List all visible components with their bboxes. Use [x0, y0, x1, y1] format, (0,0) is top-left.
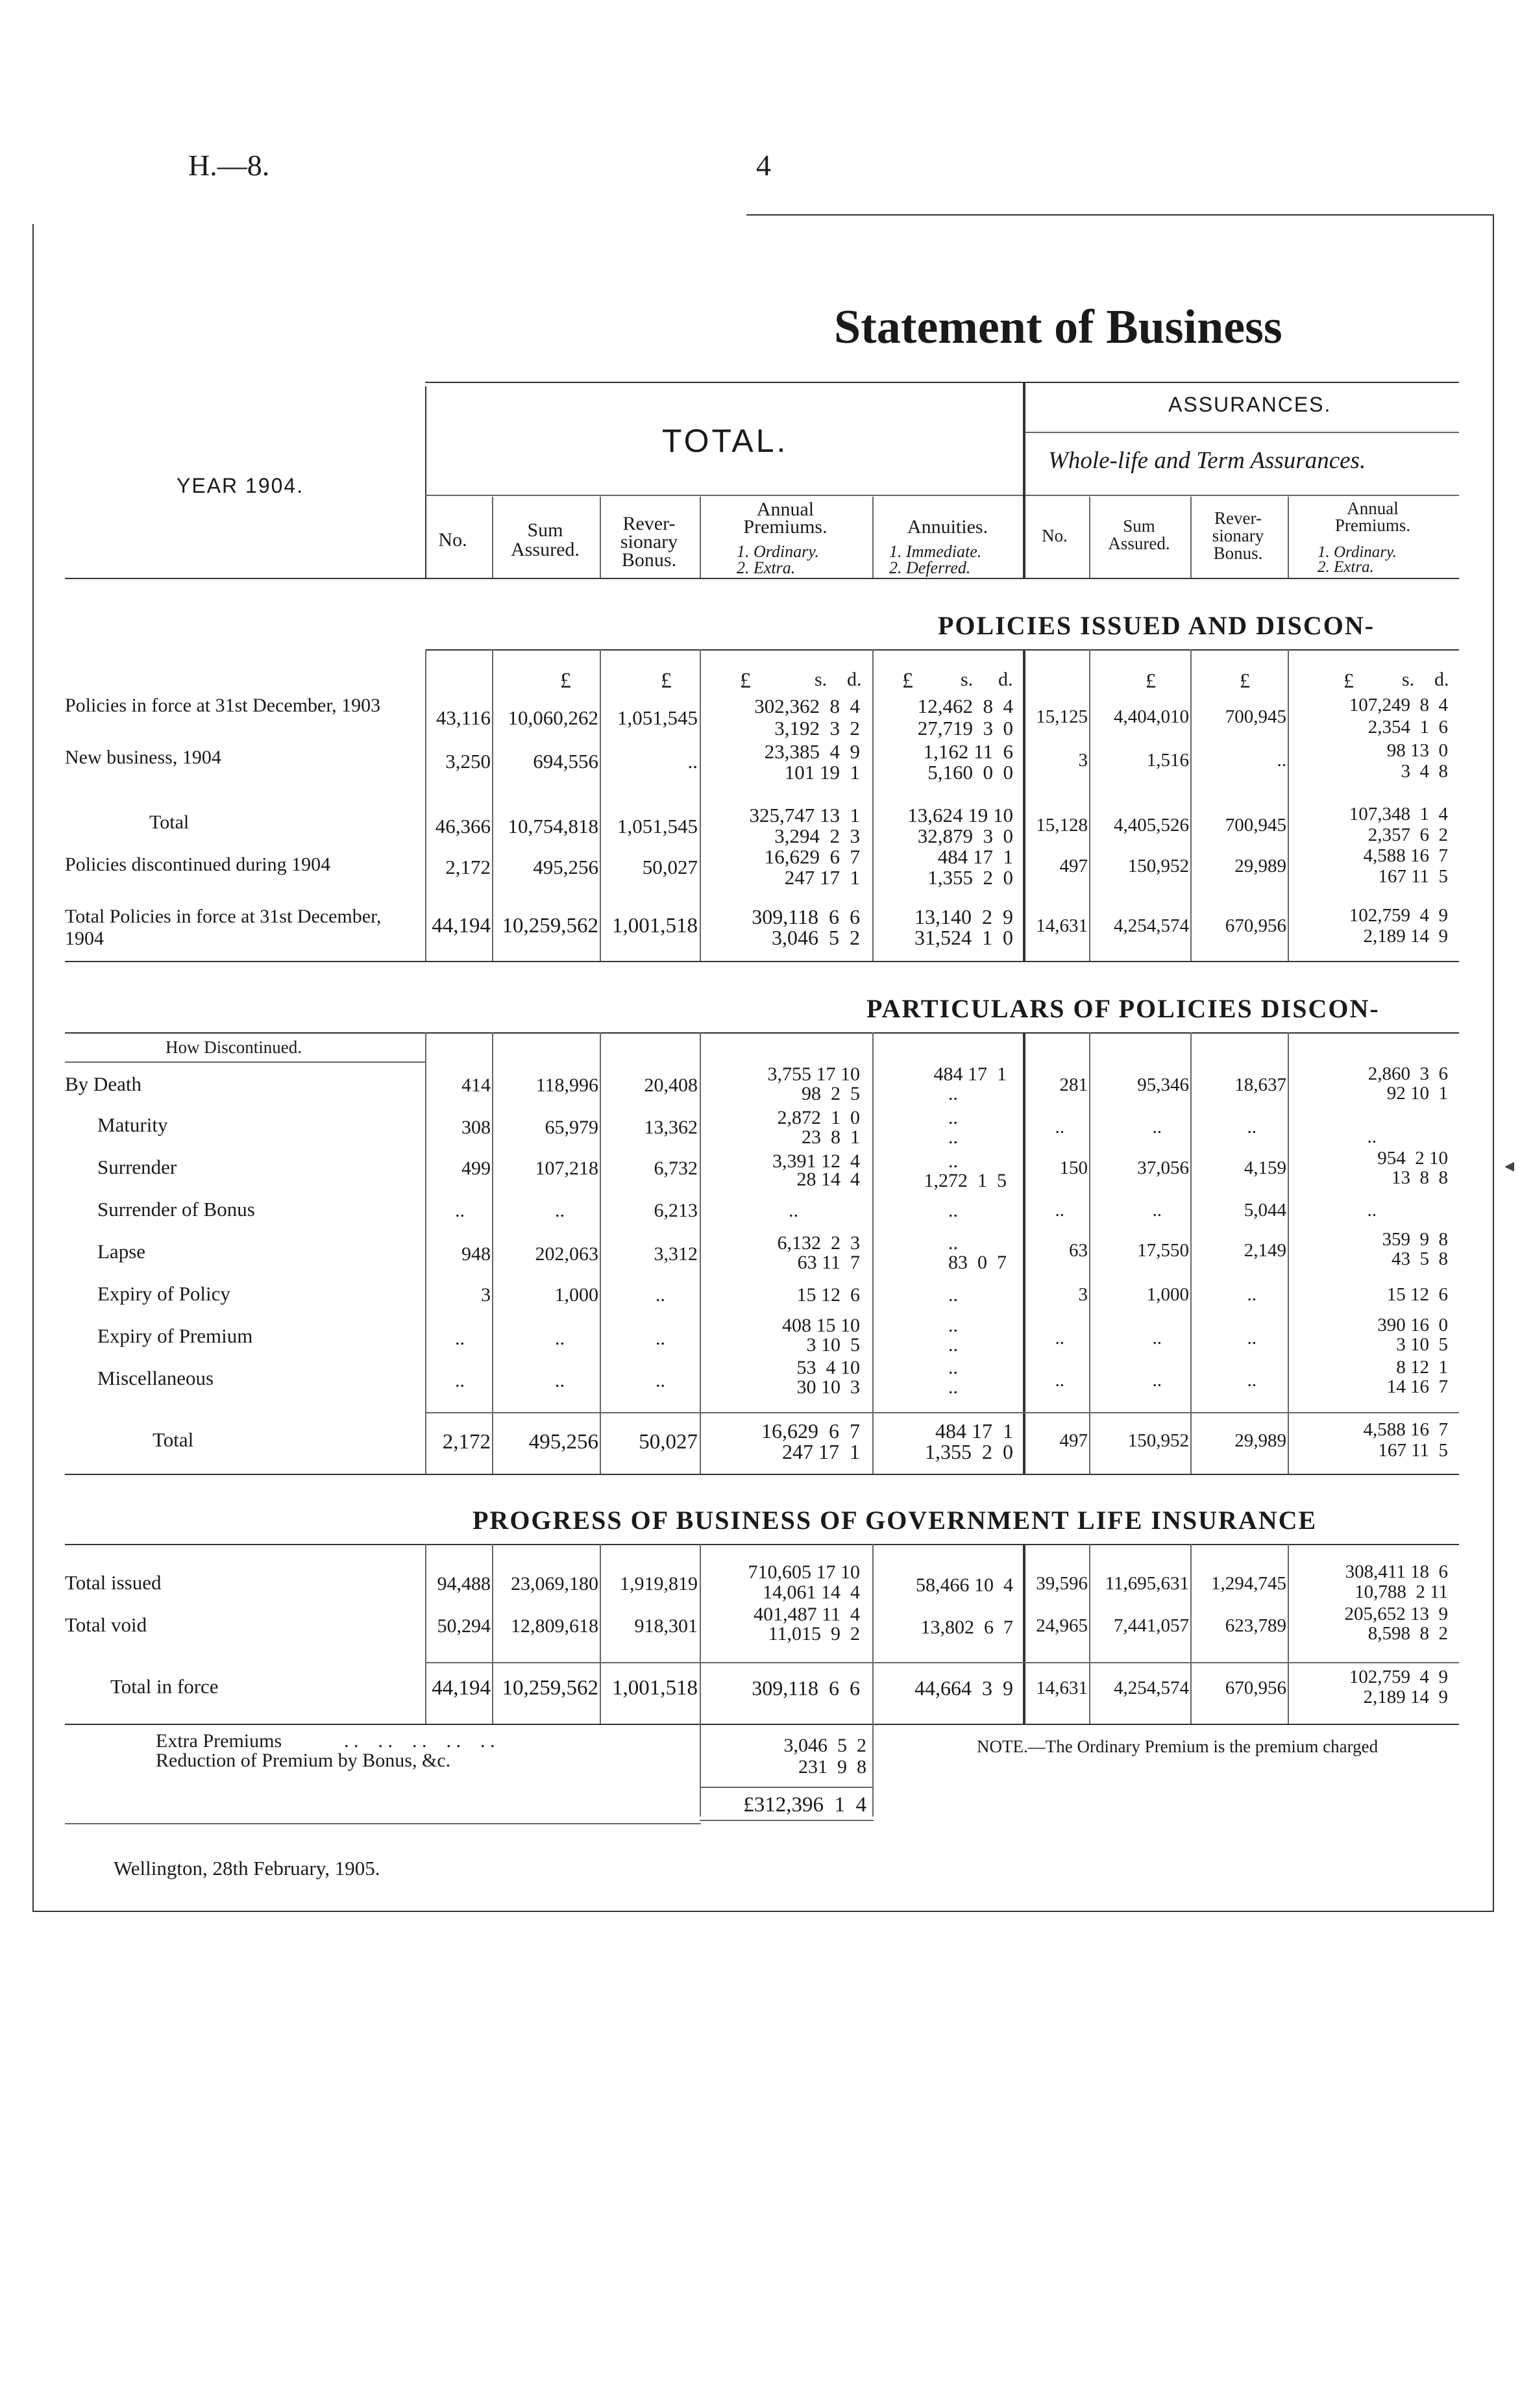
s3-row0-a-sum: 11,695,631: [1105, 1573, 1189, 1594]
unit-ap-pound: £: [740, 669, 751, 693]
s3-row1-a-ap1: 205,652 13 9: [1344, 1604, 1448, 1624]
header-total: TOTAL.: [662, 423, 789, 459]
s2-row0-a-ap1: 2,860 3 6: [1367, 1063, 1448, 1084]
s3-row1-no: 50,294: [437, 1615, 491, 1637]
s2-row2-ap1: 3,391 12 4: [772, 1150, 860, 1172]
s2-row1-a-no: ..: [1055, 1117, 1064, 1137]
s1-row2-rev: 1,051,545: [617, 815, 698, 838]
s2-row4-a-no: 63: [1069, 1240, 1088, 1261]
s2-row5-a-ap1: 15 12 6: [1386, 1284, 1448, 1305]
frame-right: [1493, 214, 1494, 1912]
col-an-3: 2. Deferred.: [889, 558, 971, 577]
s3-row2-a-ap2: 2,189 14 9: [1363, 1687, 1448, 1707]
s2-row4-an1: ..: [948, 1232, 958, 1254]
s2-row1-ap1: 2,872 1 0: [777, 1107, 860, 1128]
s1-vl-8: [1190, 649, 1192, 961]
s3-row2-an1: 44,664 3 9: [914, 1676, 1013, 1700]
s2-row6-a-ap2: 3 10 5: [1396, 1334, 1448, 1355]
s2-row0-a-sum: 95,346: [1137, 1074, 1189, 1095]
a-col-ap-1: Annual: [1347, 499, 1399, 518]
unit-sum: £: [560, 669, 571, 693]
s3-row1-a-no: 24,965: [1036, 1615, 1088, 1636]
s2-row6-label: Expiry of Premium: [97, 1324, 253, 1347]
header-assurances: ASSURANCES.: [1168, 393, 1332, 416]
s1-row3-sum: 495,256: [533, 856, 598, 878]
s3-row0-rev: 1,919,819: [620, 1573, 698, 1595]
section3-top-rule: [65, 1544, 1459, 1545]
s2-row0-a-no: 281: [1059, 1074, 1088, 1095]
s1-row4-ap1: 309,118 6 6: [752, 905, 860, 928]
s2-row6-rev: ..: [656, 1328, 665, 1349]
s3-row1-a-sum: 7,441,057: [1114, 1615, 1189, 1636]
s2-row5-a-rev: ..: [1247, 1284, 1257, 1305]
s2-row2-label: Surrender: [97, 1156, 177, 1178]
s2-row7-ap2: 30 10 3: [796, 1376, 860, 1398]
section1-title: POLICIES ISSUED AND DISCON-: [938, 611, 1375, 640]
s2-row0-sum: 118,996: [535, 1074, 598, 1096]
col-rev-1: Rever-: [622, 513, 676, 534]
s2-row7-a-rev: ..: [1247, 1370, 1257, 1391]
s3-row2-sum: 10,259,562: [502, 1676, 598, 1700]
s1-row0-an2: 27,719 3 0: [917, 717, 1013, 739]
section2-subhead-rule: [65, 1061, 425, 1063]
section2-top-rule: [65, 1032, 1459, 1034]
s2-row4-no: 948: [461, 1243, 491, 1265]
a-col-ap-4: 2. Extra.: [1318, 558, 1374, 576]
a-col-sum-2: Assured.: [1108, 534, 1170, 553]
page-title: Statement of Business: [834, 301, 1282, 354]
s1-row4-label: Total Policies in force at 31st December, 1904: [65, 906, 382, 949]
extra-premiums-value: 3,046 5 2: [783, 1735, 866, 1756]
s1-row0-ap1: 302,362 8 4: [754, 695, 860, 717]
s2-row3-ap1: ..: [789, 1200, 798, 1221]
s2-row3-label: Surrender of Bonus: [97, 1198, 255, 1221]
s3-row1-label: Total void: [65, 1613, 147, 1636]
s2-row8-ap1: 16,629 6 7: [761, 1419, 860, 1443]
s2-row6-an2: ..: [948, 1334, 958, 1356]
s1-row4-an2: 31,524 1 0: [914, 926, 1013, 949]
s3-row0-ap2: 14,061 14 4: [763, 1582, 860, 1603]
s2-row3-a-sum: ..: [1152, 1200, 1162, 1221]
s2-row0-ap2: 98 2 5: [802, 1083, 860, 1104]
s2-row7-sum: ..: [555, 1370, 565, 1391]
s1-row1-a-sum: 1,516: [1146, 750, 1189, 771]
s1-row3-a-ap1: 4,588 16 7: [1363, 845, 1448, 866]
s3-row0-label: Total issued: [65, 1571, 162, 1594]
s2-row2-sum: 107,218: [535, 1158, 598, 1179]
reduction-label: Reduction of Premium by Bonus, &c.: [156, 1750, 451, 1771]
s3-row2-label: Total in force: [110, 1675, 219, 1698]
s1-row2-a-rev: 700,945: [1225, 815, 1286, 836]
s2-row4-ap1: 6,132 2 3: [777, 1232, 860, 1254]
a-col-rev-3: Bonus.: [1213, 543, 1263, 563]
s2-row5-a-no: 3: [1078, 1284, 1088, 1305]
header-div-year: [425, 386, 426, 578]
s2-row4-rev: 3,312: [654, 1243, 698, 1265]
s1-row4-no: 44,194: [432, 914, 491, 937]
s2-row2-ap2: 28 14 4: [796, 1169, 860, 1190]
s2-row7-a-sum: ..: [1152, 1370, 1162, 1391]
s1-row3-a-rev: 29,989: [1234, 856, 1286, 876]
s3-row0-no: 94,488: [437, 1573, 491, 1595]
s2-row0-a-rev: 18,637: [1234, 1074, 1286, 1095]
col-an-1: Annuities.: [907, 516, 988, 538]
hdr-div-2: [600, 497, 601, 578]
s1-row2-ap1: 325,747 13 1: [749, 804, 860, 826]
s2-row8-a-sum: 150,952: [1127, 1430, 1189, 1451]
s2-row8-no: 2,172: [442, 1430, 491, 1454]
s2-row0-rev: 20,408: [644, 1074, 698, 1096]
s2-row6-a-sum: ..: [1152, 1328, 1162, 1348]
s2-row5-rev: ..: [656, 1284, 665, 1306]
a-col-no: No.: [1042, 526, 1068, 545]
page-number: 4: [756, 149, 771, 182]
s2-row3-sum: ..: [555, 1200, 565, 1221]
s2-row1-rev: 13,362: [644, 1117, 698, 1138]
s1-row0-no: 43,116: [435, 706, 491, 729]
unit-ap-d: d.: [847, 669, 862, 690]
s2-row5-ap1: 15 12 6: [796, 1284, 860, 1306]
unit-an-s: s.: [961, 669, 974, 690]
unit-rev: £: [661, 669, 672, 693]
s2-row4-a-sum: 17,550: [1137, 1240, 1189, 1261]
s1-row0-sum: 10,060,262: [508, 706, 598, 729]
s2-row3-a-no: ..: [1055, 1200, 1064, 1221]
s1-row2-a-ap1: 107,348 1 4: [1349, 804, 1448, 825]
s2-row3-rev: 6,213: [654, 1200, 698, 1221]
s1-row1-sum: 694,556: [533, 750, 598, 773]
s2-row1-label: Maturity: [97, 1113, 168, 1136]
section1-bottom-rule: [65, 961, 1459, 962]
s2-row2-a-ap1: 954 2 10: [1377, 1148, 1448, 1169]
s2-row5-a-sum: 1,000: [1146, 1284, 1189, 1305]
s2-row6-a-rev: ..: [1247, 1328, 1257, 1348]
s1-row2-a-ap2: 2,357 6 2: [1367, 825, 1448, 845]
s3-row2-a-ap1: 102,759 4 9: [1349, 1667, 1448, 1687]
a-col-sum-1: Sum: [1123, 516, 1155, 536]
header-bottom-rule: [65, 578, 1459, 579]
s2-row4-ap2: 63 11 7: [797, 1252, 860, 1273]
s3-row1-a-ap2: 8,598 8 2: [1367, 1623, 1448, 1644]
s2-row2-rev: 6,732: [654, 1158, 698, 1179]
s2-row1-an1: ..: [948, 1107, 958, 1128]
s2-row1-sum: 65,979: [545, 1117, 598, 1138]
section3-title: PROGRESS OF BUSINESS OF GOVERNMENT LIFE INSURANCE: [472, 1506, 1318, 1535]
section1-top-rule: [425, 649, 1459, 651]
grand-total-rule-top: [700, 1787, 874, 1788]
s1-row4-a-sum: 4,254,574: [1114, 915, 1189, 936]
section2-bottom-rule: [65, 1474, 1459, 1475]
s2-row2-a-ap2: 13 8 8: [1392, 1167, 1448, 1188]
col-sum-2: Assured.: [511, 539, 580, 560]
s2-row8-ap2: 247 17 1: [782, 1440, 860, 1463]
s1-vl-6: [1023, 649, 1025, 961]
s3-row2-ap1: 309,118 6 6: [752, 1676, 860, 1700]
col-sum-1: Sum: [527, 519, 563, 541]
hdr-div-7: [1288, 497, 1289, 578]
s1-row2-sum: 10,754,818: [508, 815, 598, 838]
s1-row1-ap2: 101 19 1: [784, 761, 860, 784]
s1-row2-an1: 13,624 19 10: [907, 804, 1013, 826]
s1-row4-a-ap1: 102,759 4 9: [1349, 905, 1448, 926]
header-div-total: [1023, 383, 1025, 578]
s2-row6-a-no: ..: [1055, 1328, 1064, 1348]
header-assur-subrule: [1025, 432, 1459, 433]
s3-row1-rev: 918,301: [634, 1615, 698, 1637]
s2-row1-no: 308: [461, 1117, 491, 1138]
s2-row7-rev: ..: [656, 1370, 665, 1391]
s2-row4-a-ap1: 359 9 8: [1382, 1229, 1448, 1250]
unit-a-sum: £: [1146, 669, 1156, 692]
s1-row1-no: 3,250: [445, 750, 491, 773]
reduction-value: 231 9 8: [798, 1756, 866, 1778]
s3-row2-no: 44,194: [432, 1676, 491, 1700]
s2-row4-an2: 83 0 7: [948, 1252, 1007, 1273]
s2-row8-a-ap1: 4,588 16 7: [1363, 1419, 1448, 1440]
s1-row3-ap2: 247 17 1: [784, 866, 860, 889]
s3-row0-ap1: 710,605 17 10: [748, 1561, 860, 1583]
s1-row4-a-rev: 670,956: [1225, 915, 1286, 936]
s2-row4-a-rev: 2,149: [1244, 1240, 1286, 1261]
s3-row0-a-no: 39,596: [1036, 1573, 1088, 1594]
s2-row0-a-ap2: 92 10 1: [1386, 1083, 1448, 1104]
extra-premiums-label: Extra Premiums: [156, 1730, 282, 1752]
s1-row1-an2: 5,160 0 0: [927, 761, 1013, 784]
grand-total-rule-bottom: [700, 1820, 874, 1821]
s1-row3-rev: 50,027: [642, 856, 698, 878]
s2-row3-a-ap1: ..: [1367, 1200, 1377, 1221]
s2-row3-a-rev: 5,044: [1244, 1200, 1286, 1221]
s2-row7-label: Miscellaneous: [97, 1367, 214, 1389]
ordinary-premium-note: NOTE.—The Ordinary Premium is the premium charged: [977, 1737, 1379, 1756]
s2-row2-no: 499: [461, 1158, 491, 1179]
a-col-rev-2: sionary: [1212, 526, 1264, 545]
col-rev-3: Bonus.: [621, 549, 677, 571]
s1-row4-sum: 10,259,562: [502, 914, 598, 937]
hdr-div-3: [700, 497, 701, 578]
s3-row0-a-rev: 1,294,745: [1211, 1573, 1286, 1594]
s1-row4-an1: 13,140 2 9: [914, 905, 1013, 928]
s2-row6-a-ap1: 390 16 0: [1377, 1315, 1448, 1335]
s1-row2-a-no: 15,128: [1036, 815, 1088, 836]
col-an-2: 1. Immediate.: [889, 542, 982, 561]
col-ap-4: 2. Extra.: [737, 558, 796, 577]
hdr-div-5: [1089, 497, 1090, 578]
s1-row2-label: Total: [149, 812, 190, 833]
s2-row0-label: By Death: [65, 1073, 141, 1095]
s3-row2-a-rev: 670,956: [1225, 1678, 1286, 1698]
s1-row3-no: 2,172: [445, 856, 491, 878]
s2-row8-an2: 1,355 2 0: [925, 1440, 1013, 1463]
unit-a-ap-pound: £: [1343, 669, 1354, 692]
s1-row2-an2: 32,879 3 0: [917, 825, 1013, 847]
header-whole-subrule: [1025, 495, 1459, 496]
s2-row2-a-no: 150: [1059, 1158, 1088, 1178]
a-col-rev-1: Rever-: [1214, 508, 1262, 528]
s2-row7-a-ap1: 8 12 1: [1396, 1357, 1448, 1378]
s1-row0-rev: 1,051,545: [617, 706, 698, 729]
s3-row1-sum: 12,809,618: [511, 1615, 598, 1637]
s3-row0-a-ap1: 308,411 18 6: [1345, 1561, 1448, 1582]
s2-total-rule: [425, 1412, 1459, 1413]
s3-row2-a-no: 14,631: [1036, 1678, 1088, 1698]
a-col-ap-3: 1. Ordinary.: [1318, 543, 1397, 561]
s2-row1-a-rev: ..: [1247, 1117, 1257, 1137]
section2-title: PARTICULARS OF POLICIES DISCON-: [866, 994, 1380, 1023]
unit-an-pound: £: [902, 669, 913, 693]
s2-row3-no: ..: [455, 1200, 465, 1221]
header-year: YEAR 1904.: [177, 474, 304, 497]
s3-row1-an1: 13,802 6 7: [920, 1617, 1013, 1638]
s3-row1-ap1: 401,487 11 4: [754, 1604, 860, 1625]
s3-row1-a-rev: 623,789: [1225, 1615, 1286, 1636]
s2-row4-sum: 202,063: [535, 1243, 598, 1265]
s1-row0-a-sum: 4,404,010: [1114, 706, 1189, 727]
s2-row6-an1: ..: [948, 1315, 958, 1336]
extra-premiums-dots: . . . . . . . . . .: [344, 1730, 495, 1752]
s1-row4-a-ap2: 2,189 14 9: [1363, 926, 1448, 947]
s2-row8-label: Total: [153, 1428, 194, 1451]
s2-row1-a-ap1: ..: [1367, 1126, 1377, 1147]
s2-row8-an1: 484 17 1: [935, 1419, 1013, 1443]
s2-row8-rev: 50,027: [639, 1430, 698, 1454]
s2-row4-label: Lapse: [97, 1240, 146, 1263]
unit-ap-s: s.: [815, 669, 828, 690]
s1-row3-a-ap2: 167 11 5: [1378, 866, 1448, 887]
frame-top: [746, 214, 1493, 216]
s1-row1-an1: 1,162 11 6: [923, 740, 1013, 763]
s1-row1-a-ap1: 98 13 0: [1386, 740, 1448, 761]
s2-row0-an1: 484 17 1: [933, 1063, 1007, 1085]
s2-row1-a-sum: ..: [1152, 1117, 1162, 1137]
s1-row0-a-ap1: 107,249 8 4: [1349, 695, 1448, 715]
s1-row0-a-no: 15,125: [1036, 706, 1088, 727]
s2-row7-an2: ..: [948, 1376, 958, 1398]
s2-row0-ap1: 3,755 17 10: [767, 1063, 860, 1085]
s1-row3-ap1: 16,629 6 7: [764, 845, 860, 868]
s1-row3-a-sum: 150,952: [1127, 856, 1189, 876]
page-ref: H.—8.: [188, 149, 270, 182]
s1-row2-a-sum: 4,405,526: [1114, 815, 1189, 836]
s1-row3-an2: 1,355 2 0: [927, 866, 1013, 889]
col-ap-2: Premiums.: [743, 516, 828, 538]
header-whole-life: Whole-life and Term Assurances.: [1048, 447, 1366, 474]
s2-row7-a-ap2: 14 16 7: [1386, 1376, 1448, 1397]
s2-row0-an2: ..: [948, 1083, 958, 1104]
s2-row7-an1: ..: [948, 1357, 958, 1378]
col-ap-3: 1. Ordinary.: [737, 542, 819, 561]
s2-row2-a-sum: 37,056: [1137, 1158, 1189, 1178]
col-ap-1: Annual: [756, 499, 815, 520]
unit-an-d: d.: [998, 669, 1013, 690]
s2-row1-an2: ..: [948, 1126, 958, 1148]
s1-row3-label: Policies discontinued during 1904: [65, 854, 331, 875]
s2-row7-ap1: 53 4 10: [796, 1357, 860, 1378]
s1-row3-an1: 484 17 1: [937, 845, 1013, 868]
s2-row0-no: 414: [461, 1074, 491, 1096]
header-top-rule: [425, 382, 1459, 383]
header-total-subrule: [425, 495, 1023, 496]
s1-row1-ap1: 23,385 4 9: [764, 740, 860, 763]
a-col-ap-2: Premiums.: [1334, 515, 1411, 535]
s1-row4-rev: 1,001,518: [612, 914, 698, 937]
s1-row1-a-no: 3: [1078, 750, 1088, 771]
unit-a-ap-s: s.: [1402, 669, 1415, 690]
place-date: Wellington, 28th February, 1905.: [114, 1857, 380, 1880]
section2-subhead: How Discontinued.: [166, 1037, 302, 1057]
s2-row8-sum: 495,256: [528, 1430, 598, 1454]
s2-row2-an2: 1,272 1 5: [924, 1170, 1007, 1191]
s2-row4-a-ap2: 43 5 8: [1392, 1248, 1448, 1269]
s3-row1-ap2: 11,015 9 2: [768, 1623, 860, 1645]
s2-row6-sum: ..: [555, 1328, 565, 1349]
s2-row2-a-rev: 4,159: [1244, 1158, 1286, 1178]
s2-row6-ap2: 3 10 5: [806, 1334, 860, 1356]
s1-row0-a-rev: 700,945: [1225, 706, 1286, 727]
s1-row4-ap2: 3,046 5 2: [772, 926, 860, 949]
s2-row5-label: Expiry of Policy: [97, 1282, 230, 1305]
s1-row2-ap2: 3,294 2 3: [774, 825, 860, 847]
s2-row5-an1: ..: [948, 1284, 958, 1306]
grand-total: £312,396 1 4: [743, 1793, 866, 1817]
s1-row4-a-no: 14,631: [1036, 915, 1088, 936]
s1-row0-a-ap2: 2,354 1 6: [1367, 717, 1448, 738]
s3-total-rule: [425, 1662, 1459, 1663]
s1-row0-an1: 12,462 8 4: [917, 695, 1013, 717]
s1-row1-rev: ..: [687, 750, 698, 773]
hdr-div-4: [872, 497, 874, 578]
s2-row5-no: 3: [481, 1284, 491, 1306]
s1-row0-ap2: 3,192 3 2: [774, 717, 860, 739]
s1-vl-7: [1089, 649, 1090, 961]
s1-row3-a-no: 497: [1059, 856, 1088, 876]
s2-row8-a-ap2: 167 11 5: [1378, 1440, 1448, 1461]
s2-row6-ap1: 408 15 10: [782, 1315, 860, 1336]
s3-row0-an1: 58,466 10 4: [916, 1574, 1013, 1596]
section3-bottom-rule: [65, 1724, 1459, 1725]
s1-row0-label: Policies in force at 31st December, 1903: [65, 695, 381, 716]
extra-divider: [65, 1823, 701, 1824]
hdr-div-1: [492, 497, 493, 578]
s1-row1-a-ap2: 3 4 8: [1401, 761, 1448, 782]
s2-row5-sum: 1,000: [554, 1284, 598, 1306]
s1-row2-no: 46,366: [435, 815, 491, 838]
unit-a-rev: £: [1240, 669, 1250, 692]
s2-row7-no: ..: [455, 1370, 465, 1391]
s1-row1-a-rev: ..: [1277, 750, 1286, 771]
col-no: No.: [438, 529, 467, 551]
s2-row3-an1: ..: [948, 1200, 958, 1221]
s2-row8-a-no: 497: [1059, 1430, 1088, 1451]
col-rev-2: sionary: [620, 531, 678, 552]
hdr-div-6: [1190, 497, 1192, 578]
s2-row7-a-no: ..: [1055, 1370, 1064, 1391]
unit-a-ap-d: d.: [1434, 669, 1449, 690]
s2-row1-ap2: 23 8 1: [802, 1126, 860, 1148]
s3-row0-a-ap2: 10,788 2 11: [1355, 1582, 1448, 1602]
s3-row2-a-sum: 4,254,574: [1114, 1678, 1189, 1698]
s2-row8-a-rev: 29,989: [1234, 1430, 1286, 1451]
frame-bottom: [32, 1911, 1494, 1912]
s3-row2-rev: 1,001,518: [612, 1676, 698, 1700]
margin-arrow-mark: ◂: [1504, 1155, 1515, 1176]
s2-row6-no: ..: [455, 1328, 465, 1349]
s3-row0-sum: 23,069,180: [511, 1573, 598, 1595]
frame-left: [32, 224, 34, 1912]
s2-row2-an1: ..: [948, 1150, 958, 1172]
s1-row1-label: New business, 1904: [65, 747, 221, 768]
